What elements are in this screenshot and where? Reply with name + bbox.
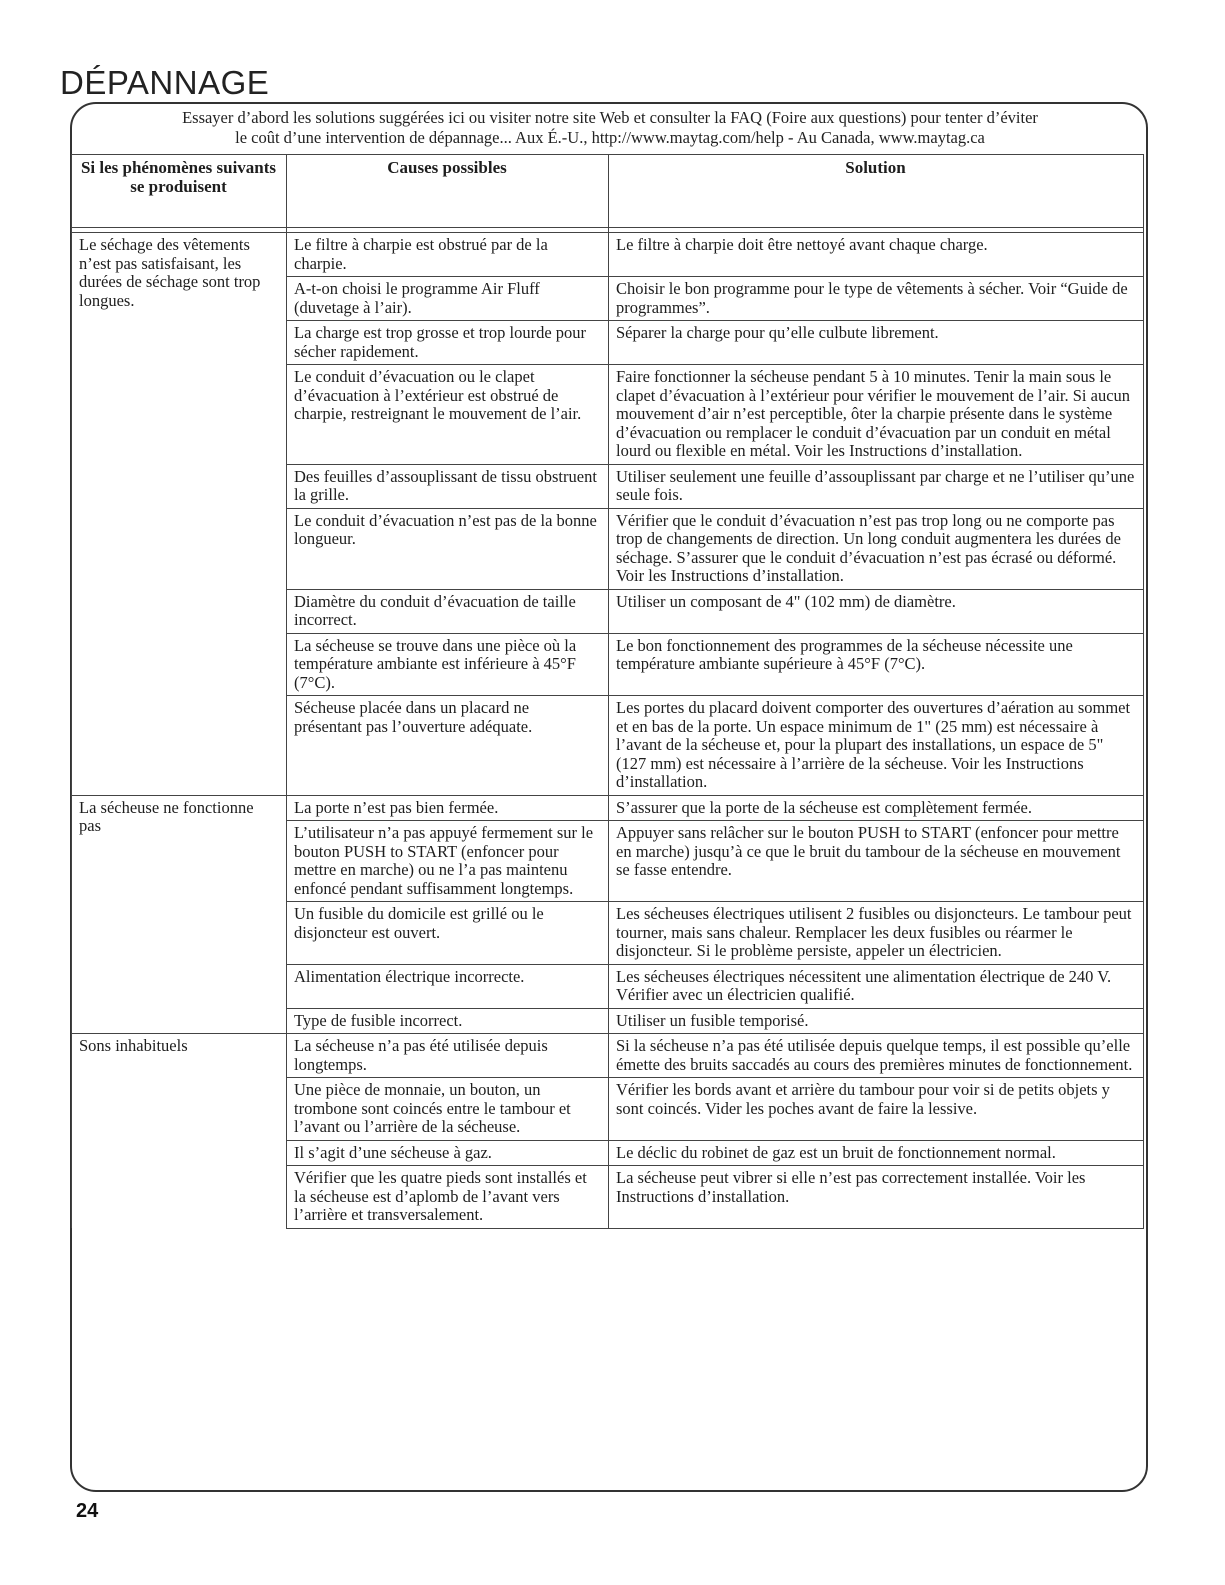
header-solution: Solution [609, 155, 1144, 228]
intro-line-2: le coût d’une intervention de dépannage... Aux É.-U., http://www.maytag.com/help - Au Canada, www.maytag.ca [235, 128, 985, 147]
cause-cell: Le filtre à charpie est obstrué par de la charpie. [287, 233, 609, 277]
table-row [72, 795, 1144, 821]
page-title: DÉPANNAGE [60, 64, 270, 101]
solution-cell: Utiliser seulement une feuille d’assouplissant par charge et ne l’utiliser qu’une seule fois. [609, 464, 1144, 508]
cause-cell: A-t-on choisi le programme Air Fluff (duvetage à l’air). [287, 277, 609, 321]
solution-cell: Le déclic du robinet de gaz est un bruit de fonctionnement normal. [609, 1140, 1144, 1166]
cause-cell: Une pièce de monnaie, un bouton, un trombone sont coincés entre le tambour et l’avant ou l’arrière de la sécheuse. [287, 1078, 609, 1141]
cause-cell: La charge est trop grosse et trop lourde pour sécher rapidement. [287, 321, 609, 365]
solution-cell: Le filtre à charpie doit être nettoyé avant chaque charge. [609, 233, 1144, 277]
cause-cell: Vérifier que les quatre pieds sont installés et la sécheuse est d’aplomb de l’avant vers l’arrière et transversalement. [287, 1166, 609, 1229]
table-body [72, 233, 1144, 1229]
solution-cell: Si la sécheuse n’a pas été utilisée depuis quelque temps, il est possible qu’elle émette des bruits saccadés au cours des premières minutes de fonctionnement. [609, 1034, 1144, 1078]
solution-cell: Faire fonctionner la sécheuse pendant 5 à 10 minutes. Tenir la main sous le clapet d’évacuation à l’extérieur pour vérifier le mouvement de l’air. Si aucun mouvement d’air n’est perceptible, ôter la charpie présente dans le système d’évacuation ou remplacer le conduit d’évacuation par un conduit en métal lourd ou flexible en métal. Voir les Instructions d’installation. [609, 365, 1144, 465]
cause-cell: Il s’agit d’une sécheuse à gaz. [287, 1140, 609, 1166]
table-row [72, 233, 1144, 277]
cause-cell: Le conduit d’évacuation ou le clapet d’évacuation à l’extérieur est obstrué de charpie, restreignant le mouvement de l’air. [287, 365, 609, 465]
symptom-cell: La sécheuse ne fonctionne pas [72, 795, 287, 1034]
cause-cell: Diamètre du conduit d’évacuation de taille incorrect. [287, 589, 609, 633]
solution-cell: Le bon fonctionnement des programmes de la sécheuse nécessite une température ambiante supérieure à 45°F (7°C). [609, 633, 1144, 696]
solution-cell: Séparer la charge pour qu’elle culbute librement. [609, 321, 1144, 365]
cause-cell: Un fusible du domicile est grillé ou le disjoncteur est ouvert. [287, 902, 609, 965]
intro-text [80, 108, 1140, 148]
solution-cell: Choisir le bon programme pour le type de vêtements à sécher. Voir “Guide de programmes”. [609, 277, 1144, 321]
solution-cell: Utiliser un composant de 4" (102 mm) de diamètre. [609, 589, 1144, 633]
solution-cell: Les sécheuses électriques utilisent 2 fusibles ou disjoncteurs. Le tambour peut tourner, mais sans chaleur. Remplacer les deux fusibles ou réarmer le disjoncteur. Si le problème persiste, appeler un électricien. [609, 902, 1144, 965]
troubleshooting-table [71, 154, 1144, 1229]
cause-cell: L’utilisateur n’a pas appuyé fermement sur le bouton PUSH to START (enfoncer pour mettre en marche) ou ne l’a pas maintenu enfoncé pendant suffisamment longtemps. [287, 821, 609, 902]
cause-cell: Type de fusible incorrect. [287, 1008, 609, 1034]
cause-cell: Sécheuse placée dans un placard ne présentant pas l’ouverture adéquate. [287, 696, 609, 796]
solution-cell: Les portes du placard doivent comporter des ouvertures d’aération au sommet et en bas de la porte. Un espace minimum de 1" (25 mm) est nécessaire à l’avant de la sécheuse et, pour la plupart des installations, un espace de 5" (127 mm) est nécessaire à l’arrière de la sécheuse. Voir les Instructions d’installation. [609, 696, 1144, 796]
solution-cell: S’assurer que la porte de la sécheuse est complètement fermée. [609, 795, 1144, 821]
cause-cell: Des feuilles d’assouplissant de tissu obstruent la grille. [287, 464, 609, 508]
cause-cell: La sécheuse se trouve dans une pièce où la température ambiante est inférieure à 45°F (7°C). [287, 633, 609, 696]
header-symptom: Si les phénomènes suivants se produisent [72, 155, 287, 228]
page-number: 24 [76, 1500, 99, 1522]
table-header-row [72, 155, 1144, 228]
solution-cell: Appuyer sans relâcher sur le bouton PUSH to START (enfoncer pour mettre en marche) jusqu’à ce que le bruit du tambour de la sécheuse en mouvement se fasse entendre. [609, 821, 1144, 902]
cause-cell: La sécheuse n’a pas été utilisée depuis longtemps. [287, 1034, 609, 1078]
solution-cell: La sécheuse peut vibrer si elle n’est pas correctement installée. Voir les Instructions d’installation. [609, 1166, 1144, 1229]
intro-line-1: Essayer d’abord les solutions suggérées ici ou visiter notre site Web et consulter la FAQ (Foire aux questions) pour tenter d’éviter [182, 108, 1038, 127]
cause-cell: La porte n’est pas bien fermée. [287, 795, 609, 821]
solution-cell: Les sécheuses électriques nécessitent une alimentation électrique de 240 V. Vérifier avec un électricien qualifié. [609, 964, 1144, 1008]
solution-cell: Vérifier les bords avant et arrière du tambour pour voir si de petits objets y sont coincés. Vider les poches avant de faire la lessive. [609, 1078, 1144, 1141]
cause-cell: Le conduit d’évacuation n’est pas de la bonne longueur. [287, 508, 609, 589]
solution-cell: Utiliser un fusible temporisé. [609, 1008, 1144, 1034]
solution-cell: Vérifier que le conduit d’évacuation n’est pas trop long ou ne comporte pas trop de changements de direction. Un long conduit augmentera les durées de séchage. S’assurer que le conduit d’évacuation n’est pas écrasé ou déformé. Voir les Instructions d’installation. [609, 508, 1144, 589]
cause-cell: Alimentation électrique incorrecte. [287, 964, 609, 1008]
table-row [72, 1034, 1144, 1078]
symptom-cell: Le séchage des vêtements n’est pas satisfaisant, les durées de séchage sont trop longues. [72, 233, 287, 796]
symptom-cell: Sons inhabituels [72, 1034, 287, 1229]
header-cause: Causes possibles [287, 155, 609, 228]
